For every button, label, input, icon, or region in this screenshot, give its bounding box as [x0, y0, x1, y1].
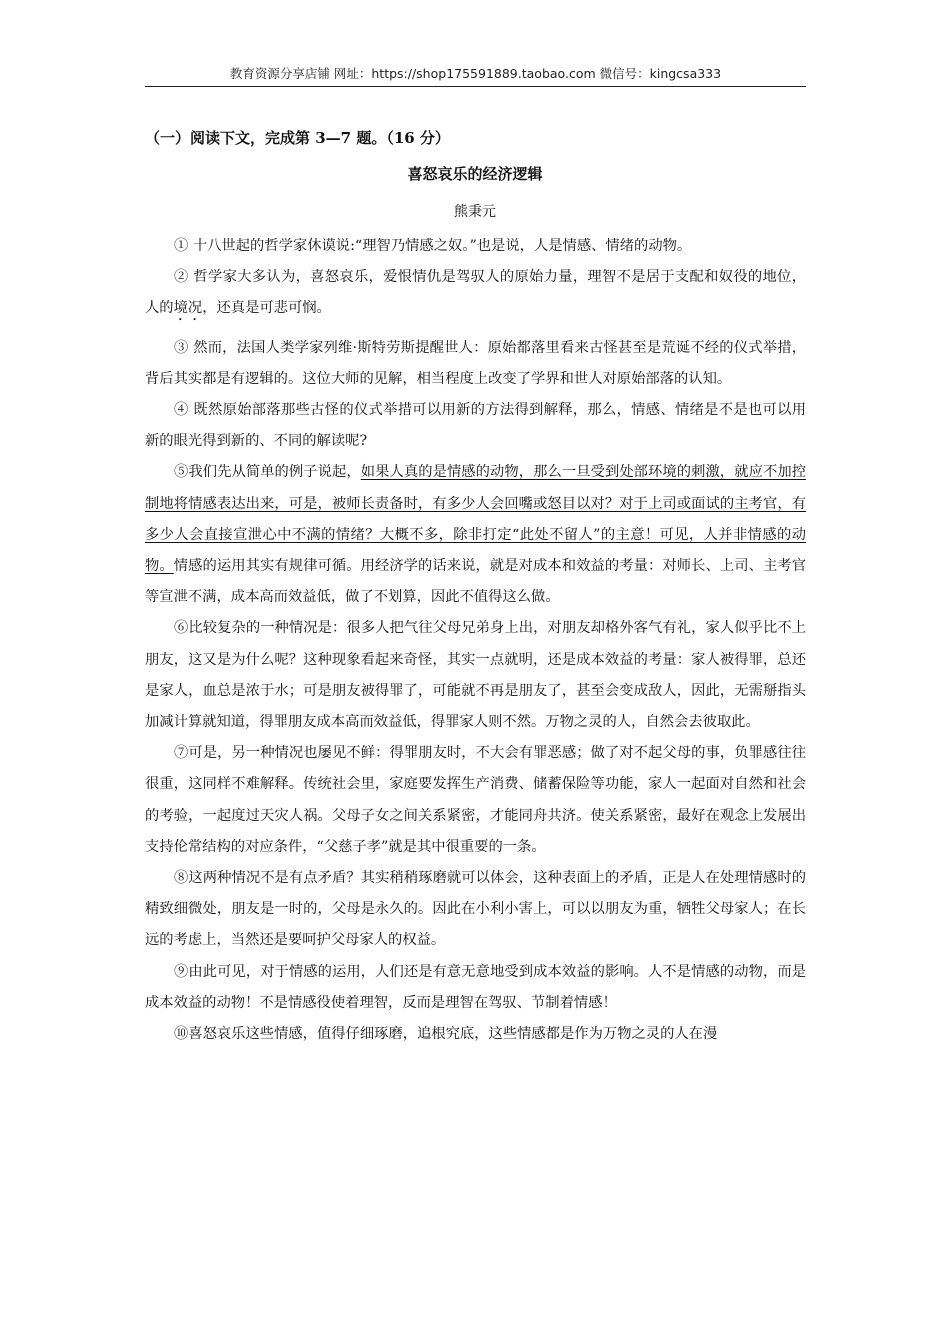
paragraph-10: ⑩喜怒哀乐这些情感，值得仔细琢磨，追根究底，这些情感都是作为万物之灵的人在漫 [174, 1026, 718, 1043]
article-title: 喜怒哀乐的经济逻辑 [407, 165, 543, 183]
paragraph-5 [145, 457, 806, 613]
paragraph-3: ③ 然而，法国人类学家列维·斯特劳斯提醒世人：原始都落里看来古怪甚至是荒诞不经的仪式举措，背后其实都是有逻辑的。这位大师的见解，相当程度上改变了学界和世人对原始部落的认知。 [145, 339, 806, 387]
paragraph-7: ⑦可是，另一种情况也屡见不鲜：得罪朋友时，不大会有罪恶感；做了对不起父母的事，负罪感往往很重，这同样不难解释。传统社会里，家庭要发挥生产消费、储蓄保险等功能，家人一起面对自然和社会的考验，一起度过天灾人祸。父母子女之间关系紧密，才能同舟共济。使关系紧密，最好在观念上发展出支持伦常结构的对应条件，“父慈子孝”就是其中很重要的一条。 [145, 745, 806, 855]
paragraph-6: ⑥比较复杂的一种情况是：很多人把气往父母兄弟身上出，对朋友却格外客气有礼，家人似乎比不上朋友，这又是为什么呢？这种现象看起来奇怪，其实一点就明，还是成本效益的考量：家人被得罪，总还是家人，血总是浓于水；可是朋友被得罪了，可能就不再是朋友了，甚至会变成敌人，因此，无需掰指头加减计算就知道，得罪朋友成本高而效益低，得罪家人则不然。万物之灵的人，自然会去彼取此。 [145, 620, 806, 731]
paragraph-8: ⑧这两种情况不是有点矛盾？其实稍稍琢磨就可以体会，这种表面上的矛盾，正是人在处理情感时的精致细微处，朋友是一时的，父母是永久的。因此在小利小害上，可以以朋友为重，牺牲父母家人；在长远的考虑上，当然还是要呵护父母家人的权益。 [145, 870, 806, 949]
paragraph-2-text-a: ② 哲学家大多认为，喜怒哀乐，爱恨情仇是驾驭人的原始力量，理智不是居于支配和奴役的地位，人的 [145, 269, 806, 317]
section-heading: （一）阅读下文，完成第 3—7 题。（16 分） [145, 129, 450, 147]
paragraph-2-text-b: ，还真是可悲可悯。 [202, 300, 331, 317]
underlined-passage: 如果人真的是情感的动物，那么一旦受到处部环境的刺激，就应不加控制地将情感表达出来，可是，被师长责备时，有多少人会回嘴或怒目以对？对于上司或面试的主考官，有多少人会直接宣泄心中不满的情绪？大概不多，除非打定“此处不留人”的主意！可见，人并非情感的动物。 [145, 464, 806, 575]
paragraph-5-text-b: 情感的运用其实有规律可循。用经济学的话来说，就是对成本和效益的考量：对师长、上司、主考官等宣泄不满，成本高而效益低，做了不划算，因此不值得这么做。 [145, 558, 807, 606]
article-body [145, 231, 806, 1050]
paragraph-5-text-a: ⑤我们先从简单的例子说起， [174, 464, 361, 481]
emphasized-word: 境况 [173, 300, 203, 317]
paragraph-4: ④ 既然原始部落那些古怪的仪式举措可以用新的方法得到解释，那么，情感、情绪是不是也可以用新的眼光得到新的、不同的解读呢? [145, 402, 806, 450]
paragraph-2 [145, 262, 806, 324]
article-author: 熊秉元 [454, 204, 496, 220]
page-header: 教育资源分享店铺 网址：https://shop175591889.taobao.com 微信号：kingcsa333 [145, 64, 806, 87]
paragraph-1: ① 十八世起的哲学家休谟说:“理智乃情感之奴。”也是说，人是情感、情绪的动物。 [174, 238, 692, 254]
paragraph-9: ⑨由此可见，对于情感的运用，人们还是有意无意地受到成本效益的影响。人不是情感的动物，而是成本效益的动物！不是情感役使着理智，反而是理智在驾驭、节制着情感！ [145, 963, 806, 1011]
